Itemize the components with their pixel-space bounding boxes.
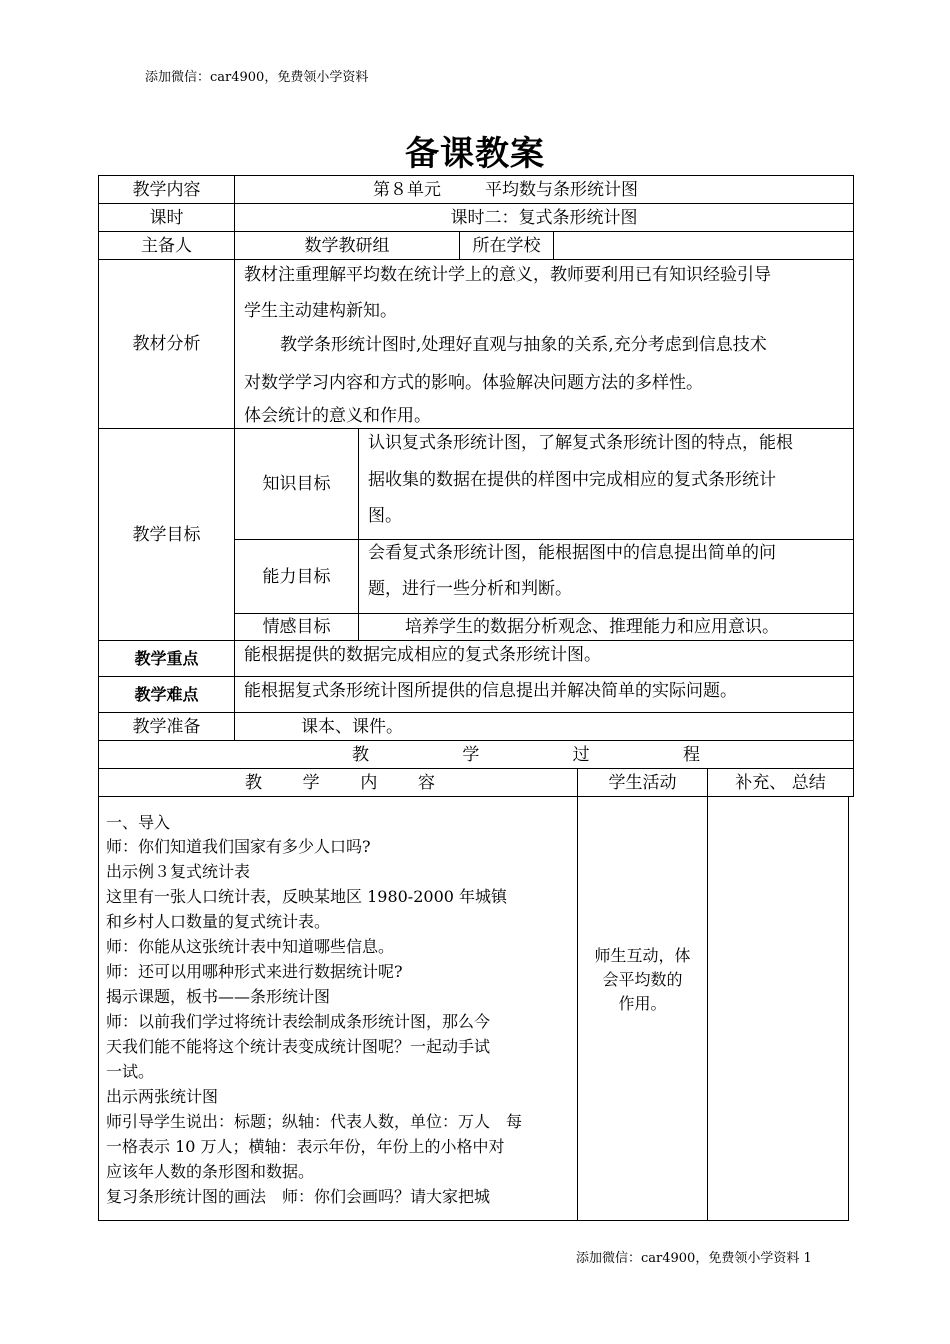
summary-cell [707,796,849,1221]
analysis-line: 教材注重理解平均数在统计学上的意义，教师要利用已有知识经验引导 [244,265,771,285]
process-heading-cell [98,740,854,769]
label-content: 教学内容 [98,175,235,204]
process-line: 师引导学生说出：标题；纵轴：代表人数，单位：万人 每 [106,1112,523,1131]
student-activity-line: 会平均数的 [602,970,683,989]
label-analysis: 教材分析 [98,259,235,429]
content-heading [245,772,435,794]
label-preparer: 主备人 [98,231,235,260]
school-value [553,231,854,260]
student-activity-cell [577,796,708,1221]
process-line: 一格表示 10 万人；横轴：表示年份，年份上的小格中对 [106,1137,505,1156]
label-key-point: 教学重点 [98,640,235,677]
knowledge-line: 据收集的数据在提供的样图中完成相应的复式条形统计 [368,470,776,490]
unit-number: 第８单元 [373,180,441,200]
process-line: 和乡村人口数量的复式统计表。 [106,912,331,931]
ability-goal-cell [358,539,854,614]
analysis-line: 体会统计的意义和作用。 [244,406,431,426]
process-line: 复习条形统计图的画法 师：你们会画吗？请大家把城 [106,1187,491,1206]
emotion-goal-cell [358,613,854,641]
process-heading-char: 程 [682,745,700,765]
label-preparation: 教学准备 [98,712,235,741]
analysis-line: 对数学学习内容和方式的影响。体验解决问题方法的多样性。 [244,373,703,393]
preparer-value: 数学教研组 [234,231,460,260]
emotion-text: 培养学生的数据分析观念、推理能力和应用意识。 [405,617,779,637]
process-line: 师：你能从这张统计表中知道哪些信息。 [106,937,395,956]
unit-cell [234,175,854,204]
label-lesson: 课时 [98,203,235,232]
key-point-cell [234,640,854,677]
label-knowledge-goal: 知识目标 [234,428,359,540]
process-line: 师：你们知道我们国家有多少人口吗? [106,837,371,856]
student-activity-text [578,944,707,1016]
analysis-line: 学生主动建构新知。 [244,301,397,321]
student-activity-line: 师生互动，体 [594,946,691,965]
label-goals: 教学目标 [98,428,235,641]
process-line: 天我们能不能将这个统计表变成统计图呢？一起动手试 [106,1037,491,1056]
ability-line: 题，进行一些分析和判断。 [368,579,572,599]
process-line: 师：还可以用哪种形式来进行数据统计呢? [106,962,403,981]
page-title: 备课教案 [405,134,545,174]
process-line: 一、导入 [106,813,171,832]
lesson-value: 课时二：复式条形统计图 [234,203,854,232]
label-ability-goal: 能力目标 [234,539,359,614]
footer-note: 添加微信：car4900，免费领小学资料 1 [576,1251,812,1266]
label-emotion-goal: 情感目标 [234,613,359,641]
content-heading-char: 内 [360,773,378,793]
process-heading-char: 教 [352,745,369,765]
preparation-text: 课本、课件。 [301,717,403,737]
process-line: 一试。 [106,1062,155,1081]
analysis-cell [234,259,854,429]
process-line: 揭示课题，板书——条形统计图 [106,987,331,1006]
student-activity-line: 作用。 [618,994,667,1013]
ability-line: 会看复式条形统计图，能根据图中的信息提出简单的问 [368,543,776,563]
unit-title: 平均数与条形统计图 [485,180,638,200]
process-heading [352,744,700,766]
content-heading-char: 学 [302,773,320,793]
process-heading-char: 学 [462,745,480,765]
process-line: 师：以前我们学过将统计表绘制成条形统计图，那么今 [106,1012,491,1031]
process-line: 出示例３复式统计表 [106,862,251,881]
content-heading-char: 容 [417,773,435,793]
knowledge-line: 认识复式条形统计图，了解复式条形统计图的特点，能根 [368,433,793,453]
summary-heading: 补充、 总结 [707,768,854,797]
student-activity-heading: 学生活动 [577,768,708,797]
knowledge-goal-cell [358,428,854,540]
content-heading-cell [98,768,578,797]
process-heading-char: 过 [572,745,590,765]
preparation-cell [234,712,854,741]
header-note: 添加微信：car4900，免费领小学资料 [145,70,369,85]
process-line: 应该年人数的条形图和数据。 [106,1162,315,1181]
difficulty-text: 能根据复式条形统计图所提供的信息提出并解决简单的实际问题。 [244,681,737,701]
difficulty-cell [234,676,854,713]
label-school: 所在学校 [459,231,554,260]
key-point-text: 能根据提供的数据完成相应的复式条形统计图。 [244,645,601,665]
knowledge-line: 图。 [368,506,402,526]
analysis-line: 教学条形统计图时,处理好直观与抽象的关系,充分考虑到信息技术 [280,335,767,355]
process-line: 出示两张统计图 [106,1087,219,1106]
process-line: 这里有一张人口统计表，反映某地区 1980-2000 年城镇 [106,887,508,906]
label-difficulty: 教学难点 [98,676,235,713]
content-heading-char: 教 [245,773,262,793]
